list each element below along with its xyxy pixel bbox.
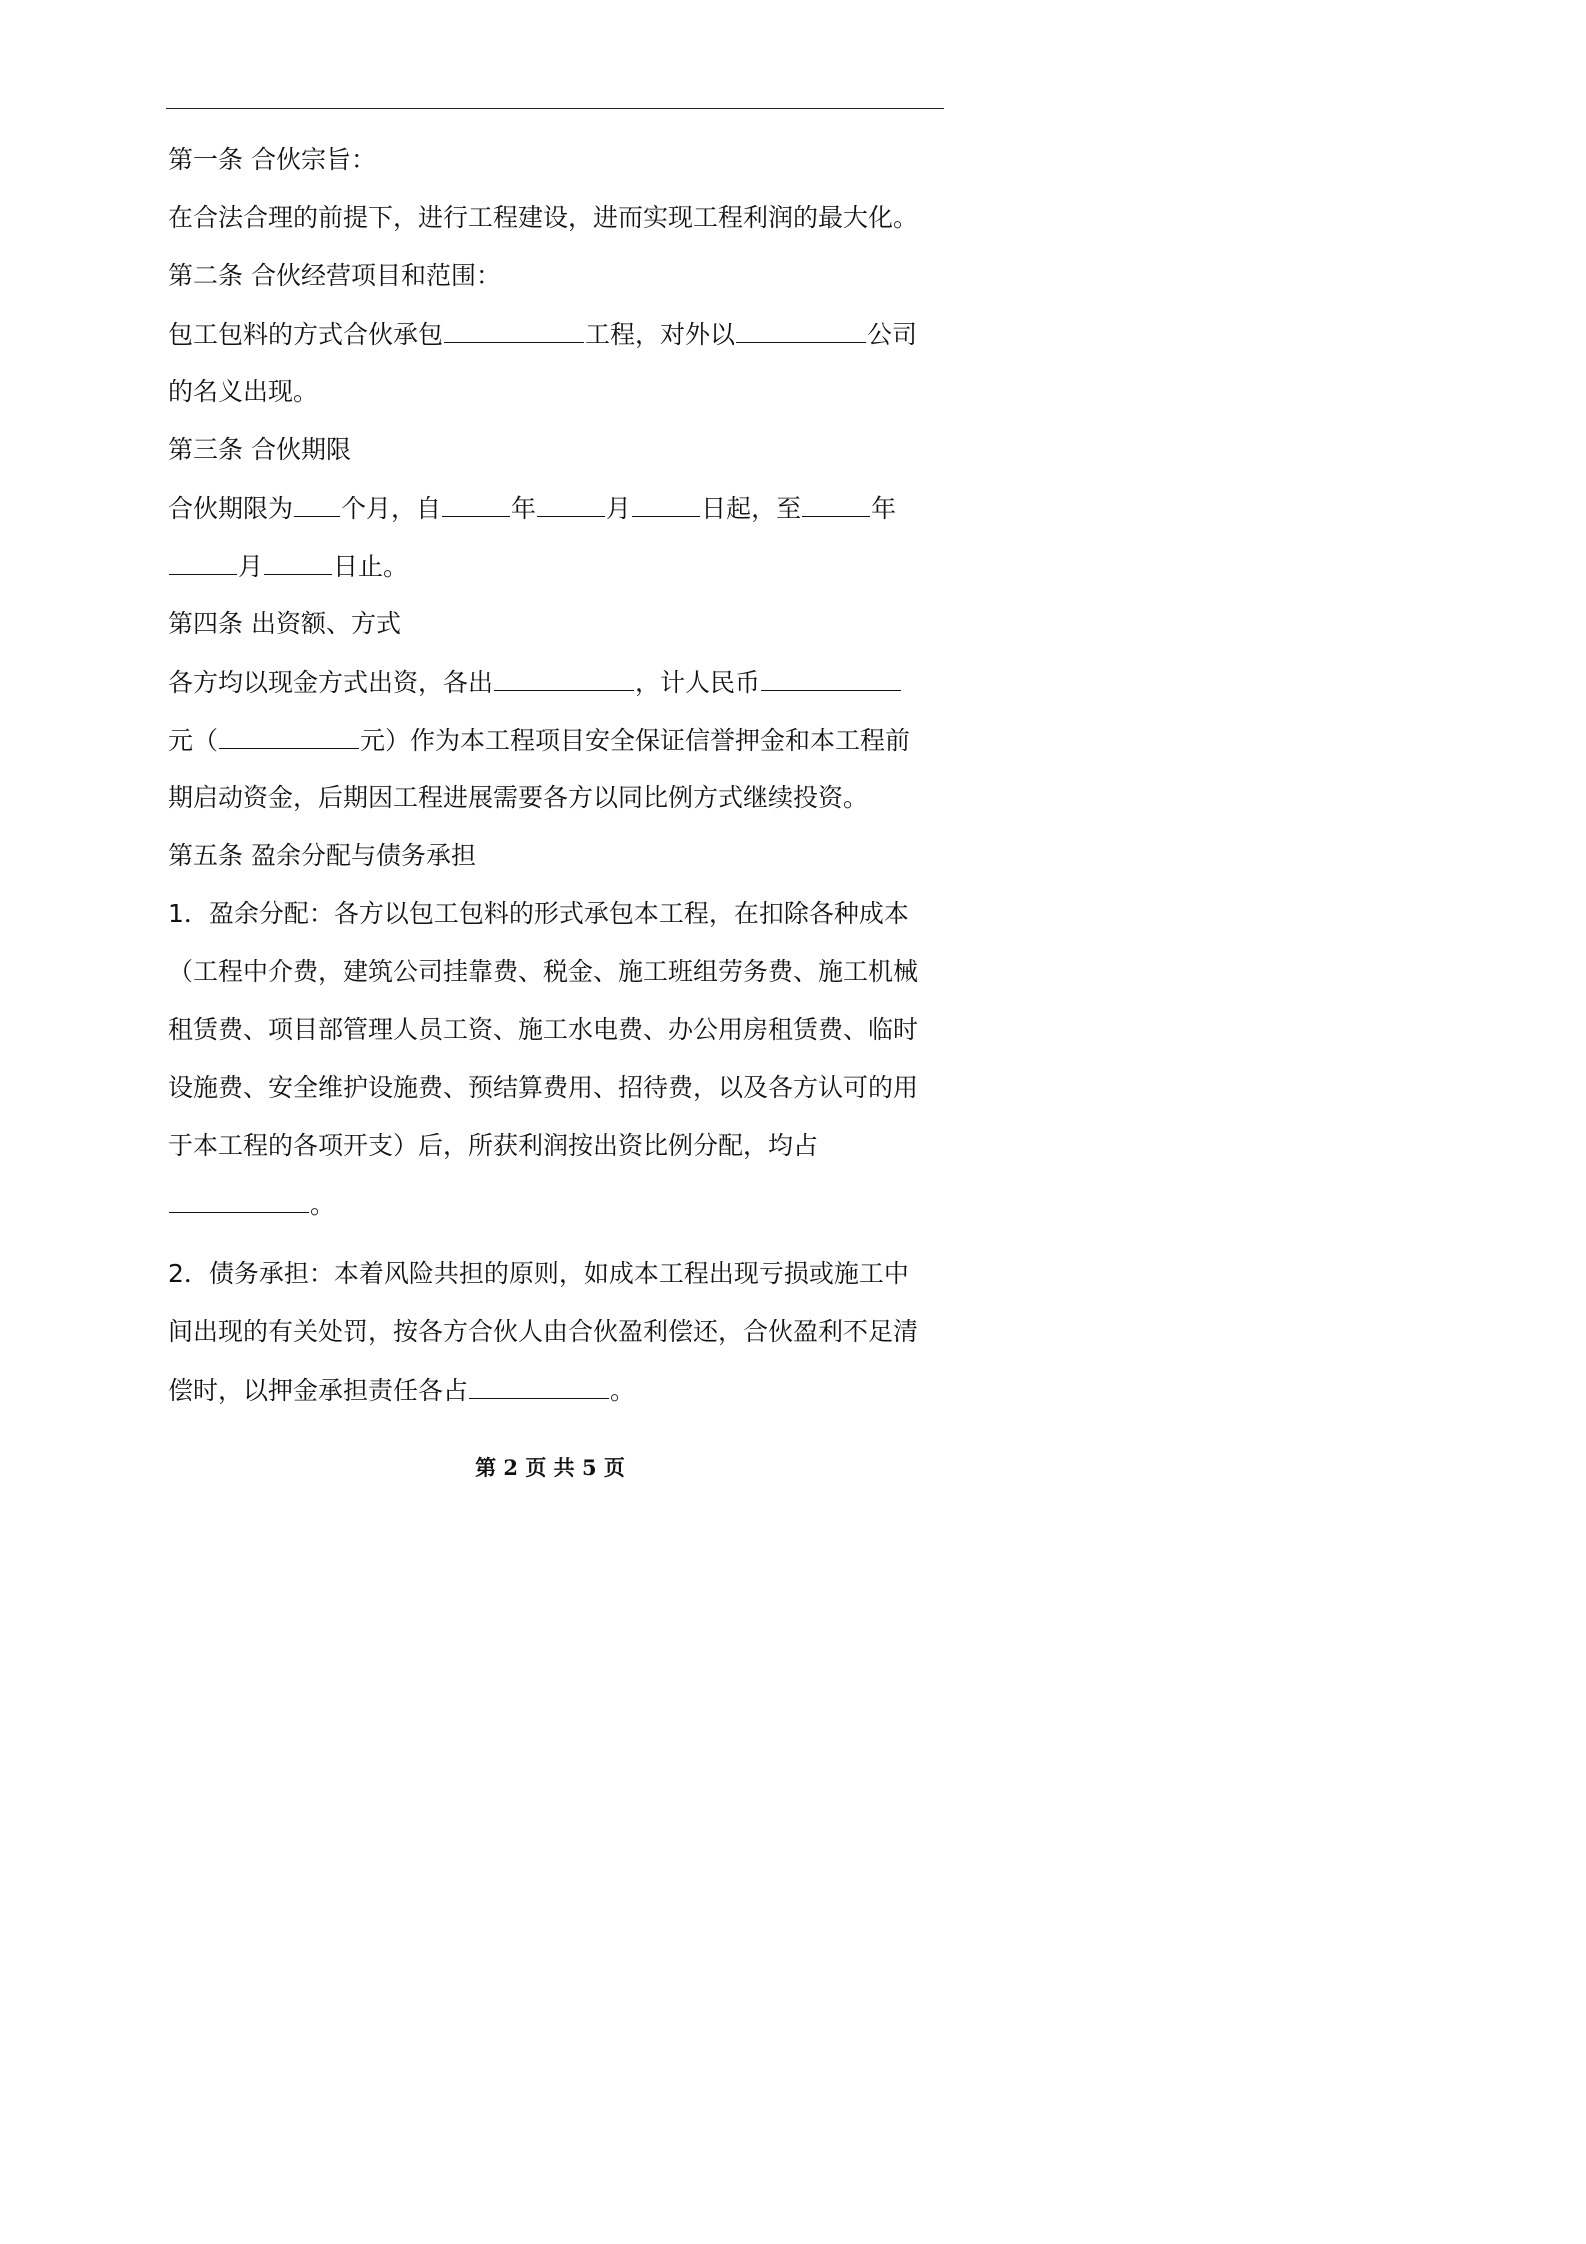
blank-end-year [802,486,870,517]
text-fragment: 月 [606,494,632,523]
blank-end-month [169,544,237,575]
page-number-footer: 第 2 页 共 5 页 [475,1455,625,1480]
text-fragment: 合伙期限为 [168,494,294,523]
blank-start-month [537,486,605,517]
clause-1-line-1: 1．盈余分配：各方以包工包料的形式承包本工程，在扣除各种成本 [168,899,909,928]
article-4-line-1 [168,660,942,718]
article-4-line-2 [168,718,942,776]
text-fragment: 包工包料的方式合伙承包 [168,320,444,349]
header-rule [166,108,944,109]
article-2-line-1 [168,312,942,370]
text-fragment: 公司 [867,320,918,349]
clause-2-line-1: 2．债务承担：本着风险共担的原则，如成本工程出现亏损或施工中 [168,1259,909,1288]
blank-start-year [442,486,510,517]
text-fragment: 各方均以现金方式出资，各出 [168,668,494,697]
clause-1-line-2: （工程中介费，建筑公司挂靠费、税金、施工班组劳务费、施工机械 [168,957,919,986]
blank-contribution [494,660,634,691]
clause-2-line-3 [168,1368,942,1426]
clause-1-line-4: 设施费、安全维护设施费、预结算费用、招待费，以及各方认可的用 [168,1073,919,1102]
document-body [168,138,942,1426]
article-3-line-2 [168,544,942,602]
article-2-line-2: 的名义出现。 [168,377,319,406]
clause-1-line-5: 于本工程的各项开支）后，所获利润按出资比例分配，均占 [168,1131,819,1160]
article-3-line-1 [168,486,942,544]
text-fragment: 月 [238,552,264,581]
article-1-text: 在合法合理的前提下，进行工程建设，进而实现工程利润的最大化。 [168,203,919,232]
blank-profit-share [169,1182,309,1213]
text-fragment: 年 [511,494,537,523]
text-fragment: 。 [310,1190,336,1219]
text-fragment: 年 [871,494,897,523]
text-fragment: 。 [610,1376,636,1405]
text-fragment: ，计人民币 [635,668,761,697]
text-fragment: 日起，至 [701,494,802,523]
text-fragment: 元（ [168,726,219,755]
text-fragment: 个月，自 [341,494,442,523]
blank-project-name [444,312,584,343]
text-fragment: 偿时，以押金承担责任各占 [168,1376,469,1405]
clause-1-line-3: 租赁费、项目部管理人员工资、施工水电费、办公用房租赁费、临时 [168,1015,919,1044]
article-1-heading: 第一条 合伙宗旨： [168,145,376,174]
blank-rmb-amount [761,660,901,691]
blank-liability-share [469,1368,609,1399]
text-fragment: 元）作为本工程项目安全保证信誉押金和本工程前 [360,726,911,755]
blank-months [294,486,340,517]
clause-2-line-2: 间出现的有关处罚，按各方合伙人由合伙盈利偿还，合伙盈利不足清 [168,1317,919,1346]
text-fragment: 工程，对外以 [585,320,736,349]
blank-start-day [632,486,700,517]
article-4-heading: 第四条 出资额、方式 [168,609,401,638]
text-fragment: 日止。 [333,552,409,581]
article-5-heading: 第五条 盈余分配与债务承担 [168,841,476,870]
clause-1-line-6 [168,1182,942,1240]
article-4-line-3: 期启动资金，后期因工程进展需要各方以同比例方式继续投资。 [168,783,869,812]
blank-amount-in-words [219,718,359,749]
article-3-heading: 第三条 合伙期限 [168,435,351,464]
blank-company-name [736,312,866,343]
blank-end-day [264,544,332,575]
article-2-heading: 第二条 合伙经营项目和范围： [168,261,501,290]
